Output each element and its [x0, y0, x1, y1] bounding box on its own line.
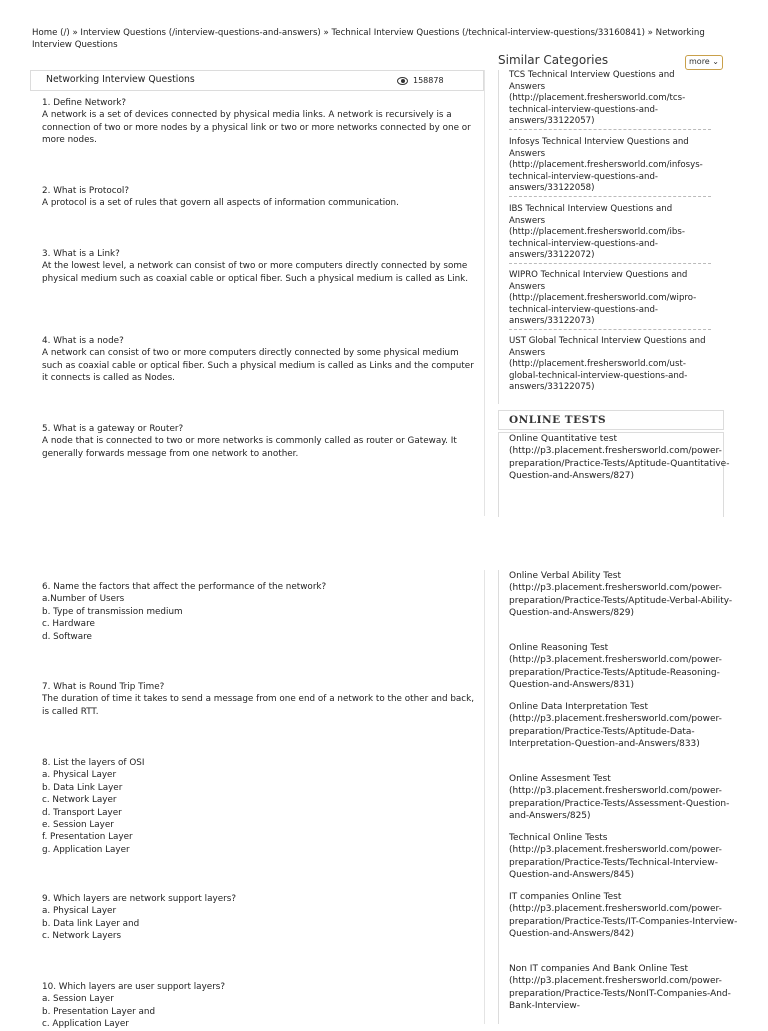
question: 8. List the layers of OSI [42, 758, 145, 768]
answer-line: a. Physical Layer [42, 906, 117, 917]
similar-category-link[interactable]: WIPRO Technical Interview Questions and Answers (http://placement.freshersworld.com/wipro-technical-interview-questions-and-answers/33122073) [509, 270, 711, 330]
eye-icon [397, 77, 408, 85]
view-count-value: 158878 [413, 76, 444, 85]
question: 3. What is a Link? [42, 249, 120, 259]
question: 4. What is a node? [42, 336, 124, 346]
similar-category-link[interactable]: IBS Technical Interview Questions and Answers (http://placement.freshersworld.com/ibs-technical-interview-questions-and-answers/33122072) [509, 204, 711, 264]
online-test-link[interactable]: Technical Online Tests (http://p3.placement.freshersworld.com/power-preparation/Practice-Tests/Technical-Interview-Question-and-Answers/845) [509, 833, 722, 880]
online-tests-list [498, 432, 730, 517]
qa-item [42, 757, 482, 856]
online-test-link[interactable]: Non IT companies And Bank Online Test (http://p3.placement.freshersworld.com/power-preparation/Practice-Tests/NonIT-Companies-And-Bank-Interview- [509, 964, 731, 1011]
more-button[interactable] [685, 55, 723, 70]
answer: A node that is connected to two or more networks is commonly called as router or Gateway. It generally forwards message from one network to another. [42, 436, 457, 459]
question: 7. What is Round Trip Time? [42, 682, 165, 692]
more-label: more [689, 57, 710, 66]
answer: A network is a set of devices connected by physical media links. A network is recursively is a connection of two or more nodes by a physical link or two or more networks connected by one or more nodes. [42, 110, 471, 146]
answer-line: b. Presentation Layer and [42, 1006, 156, 1017]
online-tests-title: ONLINE TESTS [509, 414, 607, 426]
answer: The duration of time it takes to send a message from one end of a network to the other and back, is called RTT. [42, 694, 475, 717]
answer-line: d. Software [42, 631, 92, 642]
view-count [397, 75, 444, 87]
question: 2. What is Protocol? [42, 186, 130, 196]
qa-item [42, 248, 482, 285]
answer-line: b. Data link Layer and [42, 918, 140, 929]
similar-category-link[interactable]: Infosys Technical Interview Questions and Answers (http://placement.freshersworld.com/infosys-technical-interview-questions-and-answers/33122058) [509, 137, 711, 197]
qa-item [42, 981, 482, 1031]
answer-line: f. Presentation Layer [42, 832, 133, 843]
answer-line: a. Physical Layer [42, 770, 117, 781]
similar-categories-list [498, 70, 717, 404]
online-tests-list-continued [498, 570, 738, 1024]
online-test-link[interactable]: Online Data Interpretation Test (http://p3.placement.freshersworld.com/power-preparation/Practice-Tests/Aptitude-Data-Interpretation-Question-and-Answers/833) [509, 702, 722, 749]
answer-line: d. Transport Layer [42, 807, 122, 818]
chevron-down-icon: ⌄ [712, 57, 719, 66]
answer-line: b. Data Link Layer [42, 782, 123, 793]
answer-line: g. Application Layer [42, 844, 130, 855]
qa-item [42, 893, 482, 943]
answer-line: c. Hardware [42, 619, 95, 630]
panel-header [30, 70, 484, 91]
question: 6. Name the factors that affect the performance of the network? [42, 582, 327, 592]
question: 5. What is a gateway or Router? [42, 424, 184, 434]
qa-item [42, 681, 482, 718]
similar-categories-title: Similar Categories [498, 53, 609, 67]
question: 1. Define Network? [42, 98, 127, 108]
online-test-link[interactable]: Online Quantitative test (http://p3.placement.freshersworld.com/power-preparation/Practice-Tests/Aptitude-Quantitative-Question-and-Answers/827) [509, 434, 730, 481]
qa-item [42, 185, 482, 210]
similar-category-link[interactable]: UST Global Technical Interview Questions and Answers (http://placement.freshersworld.com/ust-global-technical-interview-questions-and-answers/33122075) [509, 336, 706, 393]
answer-line: b. Type of transmission medium [42, 606, 183, 617]
answer-line: c. Application Layer [42, 1019, 129, 1030]
answer: A protocol is a set of rules that govern all aspects of information communication. [42, 198, 399, 209]
answer: A network can consist of two or more computers directly connected by some physical medium such as coaxial cable or optical fiber. Such a physical medium is called as Links and the computer it connects is called as Nodes. [42, 348, 474, 384]
qa-item [42, 335, 482, 385]
qa-item [42, 97, 482, 147]
breadcrumb[interactable]: Home (/) » Interview Questions (/interview-questions-and-answers) » Technical Interview Questions (/technical-interview-questions/33160841) » Networking Interview Questions [32, 28, 705, 50]
online-test-link[interactable]: Online Assesment Test (http://p3.placement.freshersworld.com/power-preparation/Practice-Tests/Assessment-Question-and-Answers/825) [509, 774, 730, 821]
answer-line: a. Session Layer [42, 994, 114, 1005]
online-test-link[interactable]: Online Verbal Ability Test (http://p3.placement.freshersworld.com/power-preparation/Practice-Tests/Aptitude-Verbal-Ability-Question-and-Answers/829) [509, 571, 733, 618]
qa-item [42, 581, 482, 643]
online-test-link[interactable]: IT companies Online Test (http://p3.placement.freshersworld.com/power-preparation/Practice-Tests/IT-Companies-Interview-Question-and-Answers/842) [509, 892, 738, 939]
answer-line: c. Network Layer [42, 795, 117, 806]
online-tests-header [498, 410, 724, 430]
answer-line: c. Network Layers [42, 931, 122, 942]
question: 10. Which layers are user support layers? [42, 982, 226, 992]
answer-line: a.Number of Users [42, 594, 125, 605]
qa-item [42, 423, 482, 460]
answer-line: e. Session Layer [42, 820, 114, 831]
panel-title: Networking Interview Questions [46, 74, 195, 85]
online-test-link[interactable]: Online Reasoning Test (http://p3.placement.freshersworld.com/power-preparation/Practice-Tests/Aptitude-Reasoning-Question-and-Answers/831) [509, 643, 722, 690]
question: 9. Which layers are network support layers? [42, 894, 236, 904]
answer: At the lowest level, a network can consist of two or more computers directly connected by some physical medium such as coaxial cable or optical fiber. Such a physical medium is called as Link. [42, 261, 469, 284]
similar-category-link[interactable]: TCS Technical Interview Questions and Answers (http://placement.freshersworld.com/tcs-technical-interview-questions-and-answers/33122057) [509, 70, 711, 130]
